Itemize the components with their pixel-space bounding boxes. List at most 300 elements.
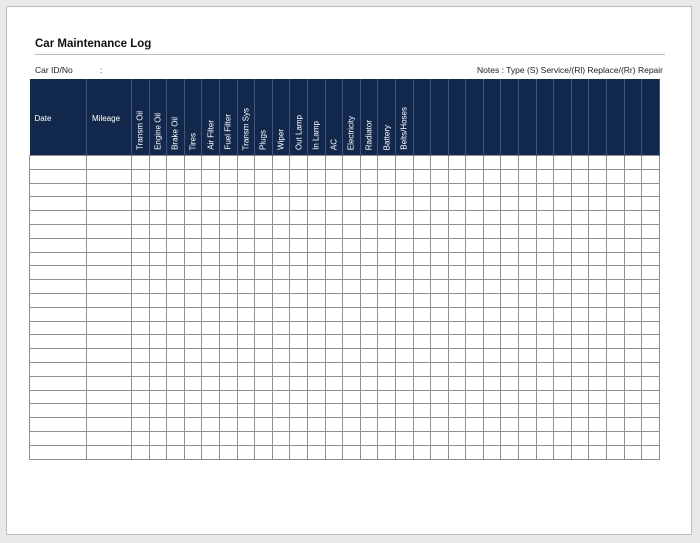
table-cell[interactable] [30, 183, 87, 197]
table-cell[interactable] [607, 404, 625, 418]
table-cell[interactable] [132, 169, 150, 183]
table-cell[interactable] [642, 224, 660, 238]
table-cell[interactable] [202, 362, 220, 376]
table-cell[interactable] [483, 362, 501, 376]
table-cell[interactable] [325, 224, 343, 238]
table-cell[interactable] [30, 211, 87, 225]
table-cell[interactable] [483, 335, 501, 349]
table-cell[interactable] [378, 197, 396, 211]
table-cell[interactable] [536, 156, 554, 170]
table-cell[interactable] [554, 335, 572, 349]
table-cell[interactable] [466, 197, 484, 211]
table-cell[interactable] [219, 376, 237, 390]
table-cell[interactable] [184, 404, 202, 418]
table-cell[interactable] [87, 183, 132, 197]
table-cell[interactable] [184, 321, 202, 335]
table-cell[interactable] [272, 362, 290, 376]
table-cell[interactable] [325, 376, 343, 390]
table-cell[interactable] [466, 335, 484, 349]
table-cell[interactable] [395, 362, 413, 376]
table-cell[interactable] [219, 307, 237, 321]
table-cell[interactable] [413, 252, 431, 266]
table-cell[interactable] [466, 321, 484, 335]
table-cell[interactable] [237, 362, 255, 376]
table-cell[interactable] [395, 156, 413, 170]
table-cell[interactable] [255, 431, 273, 445]
table-cell[interactable] [448, 445, 466, 459]
table-cell[interactable] [184, 280, 202, 294]
table-cell[interactable] [255, 390, 273, 404]
table-cell[interactable] [237, 376, 255, 390]
table-cell[interactable] [642, 169, 660, 183]
table-cell[interactable] [307, 252, 325, 266]
table-cell[interactable] [132, 156, 150, 170]
table-cell[interactable] [378, 390, 396, 404]
table-cell[interactable] [571, 224, 589, 238]
table-cell[interactable] [325, 362, 343, 376]
table-cell[interactable] [202, 335, 220, 349]
table-cell[interactable] [378, 183, 396, 197]
table-cell[interactable] [167, 266, 185, 280]
table-cell[interactable] [219, 183, 237, 197]
table-cell[interactable] [219, 238, 237, 252]
table-cell[interactable] [483, 211, 501, 225]
table-cell[interactable] [149, 224, 167, 238]
table-cell[interactable] [272, 252, 290, 266]
table-cell[interactable] [149, 211, 167, 225]
table-cell[interactable] [483, 280, 501, 294]
table-cell[interactable] [149, 376, 167, 390]
table-cell[interactable] [607, 335, 625, 349]
table-cell[interactable] [483, 321, 501, 335]
table-cell[interactable] [466, 183, 484, 197]
table-cell[interactable] [431, 211, 449, 225]
table-cell[interactable] [87, 169, 132, 183]
table-cell[interactable] [571, 321, 589, 335]
table-cell[interactable] [519, 335, 537, 349]
table-cell[interactable] [30, 376, 87, 390]
table-cell[interactable] [167, 335, 185, 349]
table-cell[interactable] [149, 404, 167, 418]
table-cell[interactable] [202, 390, 220, 404]
table-cell[interactable] [132, 252, 150, 266]
table-cell[interactable] [360, 418, 378, 432]
table-cell[interactable] [448, 183, 466, 197]
table-cell[interactable] [571, 349, 589, 363]
table-cell[interactable] [624, 293, 642, 307]
table-cell[interactable] [395, 404, 413, 418]
table-cell[interactable] [378, 293, 396, 307]
table-cell[interactable] [448, 293, 466, 307]
table-cell[interactable] [501, 376, 519, 390]
table-cell[interactable] [413, 404, 431, 418]
table-cell[interactable] [237, 280, 255, 294]
table-cell[interactable] [290, 266, 308, 280]
table-cell[interactable] [607, 280, 625, 294]
table-cell[interactable] [624, 404, 642, 418]
table-cell[interactable] [607, 307, 625, 321]
table-cell[interactable] [413, 418, 431, 432]
table-cell[interactable] [431, 404, 449, 418]
table-cell[interactable] [501, 418, 519, 432]
table-cell[interactable] [466, 293, 484, 307]
table-cell[interactable] [395, 349, 413, 363]
table-cell[interactable] [571, 362, 589, 376]
table-cell[interactable] [360, 390, 378, 404]
table-cell[interactable] [202, 169, 220, 183]
table-cell[interactable] [448, 169, 466, 183]
table-cell[interactable] [483, 307, 501, 321]
table-cell[interactable] [360, 293, 378, 307]
table-cell[interactable] [30, 445, 87, 459]
table-cell[interactable] [431, 197, 449, 211]
table-cell[interactable] [30, 280, 87, 294]
table-cell[interactable] [536, 252, 554, 266]
table-cell[interactable] [360, 169, 378, 183]
table-cell[interactable] [219, 321, 237, 335]
table-cell[interactable] [431, 431, 449, 445]
table-cell[interactable] [395, 376, 413, 390]
table-cell[interactable] [466, 280, 484, 294]
table-cell[interactable] [307, 321, 325, 335]
table-cell[interactable] [307, 445, 325, 459]
table-cell[interactable] [184, 293, 202, 307]
table-cell[interactable] [501, 362, 519, 376]
table-cell[interactable] [642, 252, 660, 266]
table-cell[interactable] [149, 197, 167, 211]
table-cell[interactable] [554, 169, 572, 183]
table-cell[interactable] [466, 211, 484, 225]
table-cell[interactable] [519, 307, 537, 321]
table-cell[interactable] [184, 390, 202, 404]
table-cell[interactable] [325, 418, 343, 432]
table-cell[interactable] [536, 404, 554, 418]
table-cell[interactable] [30, 307, 87, 321]
table-cell[interactable] [167, 169, 185, 183]
table-cell[interactable] [536, 418, 554, 432]
table-cell[interactable] [325, 252, 343, 266]
table-cell[interactable] [167, 390, 185, 404]
table-cell[interactable] [167, 211, 185, 225]
table-cell[interactable] [554, 445, 572, 459]
table-cell[interactable] [466, 266, 484, 280]
table-cell[interactable] [554, 404, 572, 418]
table-cell[interactable] [237, 252, 255, 266]
table-cell[interactable] [466, 418, 484, 432]
table-cell[interactable] [255, 252, 273, 266]
table-cell[interactable] [431, 293, 449, 307]
table-cell[interactable] [255, 183, 273, 197]
table-cell[interactable] [395, 266, 413, 280]
table-cell[interactable] [448, 418, 466, 432]
table-cell[interactable] [167, 156, 185, 170]
table-cell[interactable] [272, 376, 290, 390]
table-cell[interactable] [202, 404, 220, 418]
table-cell[interactable] [167, 238, 185, 252]
table-cell[interactable] [343, 293, 361, 307]
table-cell[interactable] [378, 404, 396, 418]
table-cell[interactable] [378, 362, 396, 376]
table-cell[interactable] [149, 293, 167, 307]
table-cell[interactable] [431, 183, 449, 197]
table-cell[interactable] [642, 431, 660, 445]
table-cell[interactable] [132, 211, 150, 225]
table-cell[interactable] [184, 362, 202, 376]
table-cell[interactable] [202, 418, 220, 432]
table-cell[interactable] [624, 197, 642, 211]
table-cell[interactable] [554, 431, 572, 445]
table-cell[interactable] [431, 169, 449, 183]
table-cell[interactable] [607, 362, 625, 376]
table-cell[interactable] [167, 293, 185, 307]
table-cell[interactable] [483, 197, 501, 211]
table-cell[interactable] [360, 445, 378, 459]
table-cell[interactable] [272, 431, 290, 445]
table-cell[interactable] [325, 280, 343, 294]
table-cell[interactable] [272, 445, 290, 459]
table-cell[interactable] [431, 376, 449, 390]
table-cell[interactable] [132, 418, 150, 432]
table-cell[interactable] [395, 307, 413, 321]
table-cell[interactable] [519, 404, 537, 418]
table-cell[interactable] [519, 362, 537, 376]
table-cell[interactable] [149, 362, 167, 376]
table-cell[interactable] [483, 390, 501, 404]
table-cell[interactable] [466, 362, 484, 376]
table-cell[interactable] [431, 390, 449, 404]
table-cell[interactable] [466, 376, 484, 390]
table-cell[interactable] [642, 266, 660, 280]
table-cell[interactable] [237, 266, 255, 280]
table-cell[interactable] [202, 307, 220, 321]
table-cell[interactable] [343, 376, 361, 390]
table-cell[interactable] [360, 197, 378, 211]
table-cell[interactable] [325, 183, 343, 197]
table-cell[interactable] [413, 307, 431, 321]
table-cell[interactable] [413, 321, 431, 335]
table-cell[interactable] [343, 224, 361, 238]
table-cell[interactable] [360, 211, 378, 225]
table-cell[interactable] [642, 362, 660, 376]
table-cell[interactable] [536, 376, 554, 390]
table-cell[interactable] [642, 335, 660, 349]
table-cell[interactable] [272, 183, 290, 197]
table-cell[interactable] [325, 321, 343, 335]
table-cell[interactable] [536, 293, 554, 307]
table-cell[interactable] [571, 335, 589, 349]
table-cell[interactable] [483, 418, 501, 432]
table-cell[interactable] [395, 418, 413, 432]
table-cell[interactable] [624, 238, 642, 252]
table-cell[interactable] [483, 293, 501, 307]
table-cell[interactable] [519, 418, 537, 432]
table-cell[interactable] [272, 390, 290, 404]
table-cell[interactable] [589, 376, 607, 390]
table-cell[interactable] [87, 307, 132, 321]
table-cell[interactable] [607, 390, 625, 404]
table-cell[interactable] [237, 156, 255, 170]
table-cell[interactable] [237, 335, 255, 349]
table-cell[interactable] [413, 376, 431, 390]
table-cell[interactable] [519, 197, 537, 211]
table-cell[interactable] [624, 321, 642, 335]
table-cell[interactable] [536, 321, 554, 335]
table-cell[interactable] [184, 224, 202, 238]
table-cell[interactable] [272, 321, 290, 335]
table-cell[interactable] [87, 280, 132, 294]
table-cell[interactable] [589, 238, 607, 252]
table-cell[interactable] [501, 169, 519, 183]
table-cell[interactable] [413, 445, 431, 459]
table-cell[interactable] [501, 238, 519, 252]
table-cell[interactable] [483, 376, 501, 390]
table-cell[interactable] [132, 431, 150, 445]
table-cell[interactable] [448, 197, 466, 211]
table-cell[interactable] [343, 211, 361, 225]
table-cell[interactable] [237, 431, 255, 445]
table-cell[interactable] [589, 321, 607, 335]
table-cell[interactable] [360, 362, 378, 376]
table-cell[interactable] [607, 224, 625, 238]
table-cell[interactable] [360, 252, 378, 266]
table-cell[interactable] [466, 445, 484, 459]
table-cell[interactable] [589, 224, 607, 238]
table-cell[interactable] [149, 321, 167, 335]
table-cell[interactable] [132, 183, 150, 197]
table-cell[interactable] [307, 169, 325, 183]
table-cell[interactable] [343, 321, 361, 335]
table-cell[interactable] [571, 252, 589, 266]
table-cell[interactable] [149, 238, 167, 252]
table-cell[interactable] [413, 211, 431, 225]
table-cell[interactable] [237, 293, 255, 307]
table-cell[interactable] [624, 211, 642, 225]
table-cell[interactable] [571, 211, 589, 225]
table-cell[interactable] [360, 335, 378, 349]
table-cell[interactable] [519, 238, 537, 252]
table-cell[interactable] [589, 169, 607, 183]
table-cell[interactable] [30, 404, 87, 418]
table-cell[interactable] [343, 335, 361, 349]
table-cell[interactable] [237, 404, 255, 418]
table-cell[interactable] [395, 335, 413, 349]
table-cell[interactable] [624, 266, 642, 280]
table-cell[interactable] [290, 238, 308, 252]
table-cell[interactable] [325, 335, 343, 349]
table-cell[interactable] [307, 349, 325, 363]
table-cell[interactable] [624, 445, 642, 459]
table-cell[interactable] [571, 431, 589, 445]
table-cell[interactable] [501, 156, 519, 170]
table-cell[interactable] [501, 252, 519, 266]
table-cell[interactable] [536, 431, 554, 445]
table-cell[interactable] [237, 169, 255, 183]
table-cell[interactable] [642, 404, 660, 418]
table-cell[interactable] [413, 390, 431, 404]
table-cell[interactable] [378, 224, 396, 238]
table-cell[interactable] [290, 307, 308, 321]
table-cell[interactable] [536, 390, 554, 404]
table-cell[interactable] [413, 183, 431, 197]
table-cell[interactable] [589, 183, 607, 197]
table-cell[interactable] [624, 169, 642, 183]
table-cell[interactable] [290, 418, 308, 432]
table-cell[interactable] [184, 238, 202, 252]
table-cell[interactable] [483, 183, 501, 197]
table-cell[interactable] [607, 211, 625, 225]
table-cell[interactable] [448, 307, 466, 321]
table-cell[interactable] [307, 183, 325, 197]
table-cell[interactable] [184, 445, 202, 459]
table-cell[interactable] [255, 349, 273, 363]
table-cell[interactable] [395, 321, 413, 335]
table-cell[interactable] [272, 169, 290, 183]
table-cell[interactable] [272, 266, 290, 280]
table-cell[interactable] [87, 445, 132, 459]
table-cell[interactable] [624, 418, 642, 432]
table-cell[interactable] [132, 349, 150, 363]
table-cell[interactable] [483, 445, 501, 459]
table-cell[interactable] [519, 321, 537, 335]
table-cell[interactable] [642, 376, 660, 390]
table-cell[interactable] [395, 390, 413, 404]
table-cell[interactable] [343, 169, 361, 183]
table-cell[interactable] [378, 266, 396, 280]
table-cell[interactable] [325, 390, 343, 404]
table-cell[interactable] [642, 307, 660, 321]
table-cell[interactable] [30, 418, 87, 432]
table-cell[interactable] [343, 307, 361, 321]
table-cell[interactable] [219, 266, 237, 280]
table-cell[interactable] [642, 197, 660, 211]
table-cell[interactable] [149, 169, 167, 183]
table-cell[interactable] [184, 431, 202, 445]
table-cell[interactable] [501, 224, 519, 238]
table-cell[interactable] [132, 197, 150, 211]
table-cell[interactable] [290, 293, 308, 307]
table-cell[interactable] [184, 197, 202, 211]
table-cell[interactable] [431, 156, 449, 170]
table-cell[interactable] [413, 238, 431, 252]
table-cell[interactable] [343, 183, 361, 197]
table-cell[interactable] [554, 293, 572, 307]
table-cell[interactable] [325, 349, 343, 363]
table-cell[interactable] [624, 280, 642, 294]
table-cell[interactable] [219, 197, 237, 211]
table-cell[interactable] [132, 376, 150, 390]
table-cell[interactable] [642, 390, 660, 404]
table-cell[interactable] [448, 390, 466, 404]
table-cell[interactable] [554, 280, 572, 294]
table-cell[interactable] [255, 224, 273, 238]
table-cell[interactable] [255, 307, 273, 321]
table-cell[interactable] [307, 376, 325, 390]
table-cell[interactable] [431, 362, 449, 376]
table-cell[interactable] [219, 335, 237, 349]
table-cell[interactable] [219, 293, 237, 307]
table-cell[interactable] [132, 307, 150, 321]
table-cell[interactable] [149, 280, 167, 294]
table-cell[interactable] [343, 238, 361, 252]
table-cell[interactable] [30, 169, 87, 183]
table-cell[interactable] [87, 224, 132, 238]
table-cell[interactable] [554, 252, 572, 266]
table-cell[interactable] [202, 293, 220, 307]
table-cell[interactable] [30, 266, 87, 280]
table-cell[interactable] [30, 238, 87, 252]
table-cell[interactable] [378, 376, 396, 390]
table-cell[interactable] [624, 362, 642, 376]
